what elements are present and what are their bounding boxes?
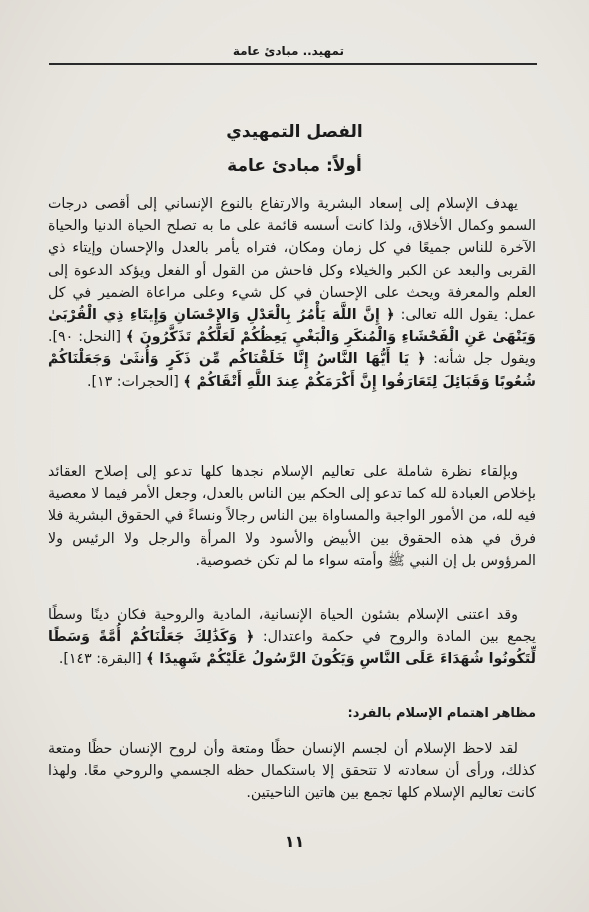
quran-quote-baqarah: ﴿ وَكَذَٰلِكَ جَعَلْنَاكُمْ أُمَّةً وَسَطًا لِّتَكُونُوا شُهَدَاءَ عَلَى النَّاسِ وَيَكُونَ الرَّسُولُ عَلَيْكُمْ شَهِيدًا ﴾ — [48, 629, 536, 668]
p4-text: لقد لاحظ الإسلام أن لجسم الإنسان حظًا ومتعة وأن لروح الإنسان حظًا ومتعة كذلك، ورأى أن سعادته لا تتحقق إلا باستكمال حظه الجسمي والروحي معًا. ولهذا كانت تعاليم الإسلام كلها تجمع بين هاتين الناحيتين. — [48, 741, 536, 802]
page-number: ١١ — [284, 832, 305, 851]
section-title: أولاً: مبادئ عامة — [227, 156, 362, 176]
paragraph-4 — [48, 738, 536, 805]
p2-text: وبإلقاء نظرة شاملة على تعاليم الإسلام نجدها كلها تدعو إلى إصلاح العقائد بإخلاص العبادة لله كما تدعو إلى الحكم بين الناس بالعدل، وجعل الأمر فيما لا معصية فيه لله، من الأمور الواجبة والمساواة بين الناس رجالاً ونساءً في الحقوق البشرية فلا فرق في هذه الحقوق بين الأبيض والأسود ولا المرأة والرجل ولا الرئيس ولا المرؤوس بل إن النبي ﷺ وأمته سواء ما لم تكن خصوصية. — [48, 464, 536, 569]
p1-reference-2: [الحجرات: ١٣]. — [86, 373, 184, 390]
chapter-title: الفصل التمهيدي — [226, 122, 363, 142]
p3-intro-text: وقد اعتنى الإسلام بشئون الحياة الإنسانية، المادية والروحية فكان دينًا وسطًا يجمع بين المادة والروح في حكمة واعتدال: — [48, 607, 536, 646]
header-rule — [49, 63, 537, 65]
running-head: تمهيد.. مبادئ عامة — [232, 44, 344, 58]
p1-reference-1: [النحل: ٩٠]. ويقول جل شأنه: — [48, 329, 536, 368]
paragraph-1 — [48, 193, 536, 393]
quran-quote-hujurat: ﴿ يَا أَيُّهَا النَّاسُ إِنَّا خَلَقْنَاكُم مِّن ذَكَرٍ وَأُنثَىٰ وَجَعَلْنَاكُمْ شُعُوبًا وَقَبَائِلَ لِتَعَارَفُوا إِنَّ أَكْرَمَكُمْ عِندَ اللَّهِ أَتْقَاكُمْ ﴾ — [48, 351, 536, 390]
quran-quote-nahl: ﴿ إِنَّ اللَّهَ يَأْمُرُ بِالْعَدْلِ وَالإِحْسَانِ وَإِيتَاءِ ذِي الْقُرْبَىٰ وَيَنْهَىٰ عَنِ الْفَحْشَاءِ وَالْمُنكَرِ وَالْبَغْيِ يَعِظُكُمْ لَعَلَّكُمْ تَذَكَّرُونَ ﴾ — [48, 307, 536, 346]
p3-reference: [البقرة: ١٤٣]. — [58, 651, 147, 668]
subheading: مظاهر اهتمام الإسلام بالفرد: — [347, 706, 536, 721]
paragraph-3 — [48, 604, 536, 671]
paragraph-2 — [48, 461, 536, 572]
p1-intro-text: يهدف الإسلام إلى إسعاد البشرية والارتفاع بالنوع الإنساني إلى أقصى درجات السمو وكمال الأخلاق، ولذا كانت أسسه قائمة على ما به تصلح الحياة الدنيا والحياة الآخرة للناس جميعًا في كل زمان ومكان، فتراه يأمر بالعدل والإحسان وإيتاء ذي القربى والبعد عن الكبر والخيلاء وكل فاحش من القول أو الفعل ويؤكد الدعوة إلى العلم والمعرفة ويحث على الإحسان في كل شيء وعلى مراعاة الضمير في كل عمل: يقول الله تعالى: — [48, 196, 537, 324]
